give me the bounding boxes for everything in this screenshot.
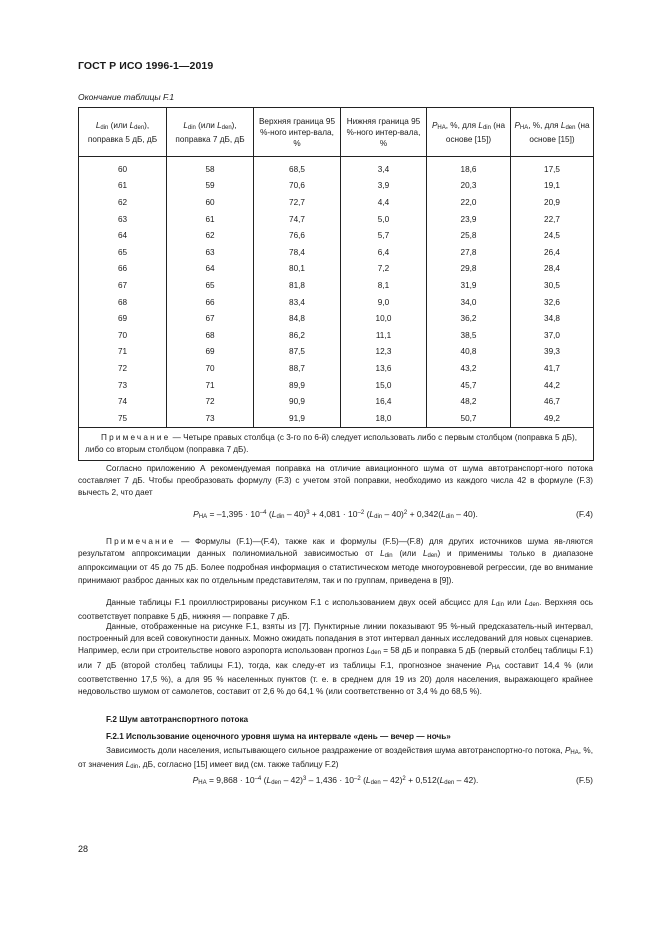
table-cell: 44,2 — [511, 377, 594, 394]
table-cell: 22,0 — [427, 194, 511, 211]
table-cell: 71 — [79, 344, 167, 361]
table-row — [79, 244, 594, 261]
table-row — [79, 227, 594, 244]
table-cell: 46,7 — [511, 393, 594, 410]
table-cell: 43,2 — [427, 360, 511, 377]
table-cell: 58 — [167, 157, 254, 178]
table-cell: 45,7 — [427, 377, 511, 394]
table-cell: 24,5 — [511, 227, 594, 244]
table-cell: 18,6 — [427, 157, 511, 178]
table-cell: 36,2 — [427, 310, 511, 327]
table-cell: 60 — [167, 194, 254, 211]
table-cell: 70 — [167, 360, 254, 377]
formula-f5-number: (F.5) — [576, 775, 593, 785]
table-cell: 89,9 — [254, 377, 341, 394]
formula-f5-expression: $P_{HA} = 9,868 \cdot 10^{-4}$ $(L_{den} - 42)^3 - 1,436 \cdot 10^{-2}$ $(L_{den} - 42)^2 + 0,512(L_{den} - 42)$. — [192, 775, 479, 786]
table-cell: 9,0 — [341, 294, 427, 311]
table-cell: 73 — [79, 377, 167, 394]
table-row — [79, 327, 594, 344]
table-row — [79, 157, 594, 178]
table-cell: 15,0 — [341, 377, 427, 394]
table-cell: 13,6 — [341, 360, 427, 377]
table-cell: 63 — [167, 244, 254, 261]
table-cell: 48,2 — [427, 393, 511, 410]
table-cell: 25,8 — [427, 227, 511, 244]
table-cell: 8,1 — [341, 277, 427, 294]
paragraph-3: Данные таблицы F.1 проиллюстрированы рисунком F.1 с использованием двух осей абсцисс для $L_{din}$ или $L_{den}$. Верхняя ось соответствует поправке 5 дБ, нижняя — поправке 7 дБ. — [78, 598, 593, 622]
table-cell: 23,9 — [427, 211, 511, 228]
table-cell: 40,8 — [427, 344, 511, 361]
table-cell: 26,4 — [511, 244, 594, 261]
col-header-pha-lden: $P_{HA}$, %, для $L_{den}$ (на основе [15]) — [511, 108, 594, 157]
table-cell: 83,4 — [254, 294, 341, 311]
table-cell: 5,0 — [341, 211, 427, 228]
table-cell: 17,5 — [511, 157, 594, 178]
page-header: ГОСТ Р ИСО 1996-1—2019 — [78, 60, 214, 72]
table-cell: 3,4 — [341, 157, 427, 178]
table-row — [79, 360, 594, 377]
table-body — [79, 157, 594, 428]
table-row — [79, 277, 594, 294]
table-cell: 50,7 — [427, 410, 511, 427]
table-row — [79, 194, 594, 211]
table-row — [79, 211, 594, 228]
table-row — [79, 294, 594, 311]
table-cell: 27,8 — [427, 244, 511, 261]
table-cell: 30,5 — [511, 277, 594, 294]
table-cell: 61 — [79, 178, 167, 195]
table-cell: 68 — [79, 294, 167, 311]
table-cell: 37,0 — [511, 327, 594, 344]
paragraph-1: Согласно приложению А рекомендуемая поправка на отличие авиационного шума от шума автотранспорт-ного потока составляет 7 дБ. Чтобы преобразовать формулу (F.3) с учетом этой поправки, необходимо из каждого числа 42 в формуле (F.3) вычесть 2, что дает — [78, 464, 593, 498]
table-cell: 66 — [79, 261, 167, 278]
table-cell: 76,6 — [254, 227, 341, 244]
table-cell: 68 — [167, 327, 254, 344]
table-cell: 20,9 — [511, 194, 594, 211]
table-cell: 64 — [79, 227, 167, 244]
table-row — [79, 377, 594, 394]
note-2: Примечание — Формулы (F.1)—(F.4), также как и формулы (F.5)—(F.8) для других источников шума яв-ляются результатом аппроксимации данных полиномиальной зависимостью от $L_{din}$ (или $L_{den}$) и применимы только в диапазоне аппроксимации от 45 до 75 дБ. Более подробная информация о статистическом методе многоуровневой регрессии, где во внимание принимают разброс данных как по отдельным представителям, так и по группам, приведена в [9]). — [78, 537, 593, 585]
table-cell: 75 — [79, 410, 167, 427]
table-cell: 20,3 — [427, 178, 511, 195]
table-cell: 32,6 — [511, 294, 594, 311]
table-note-row — [79, 427, 594, 460]
table-cell: 69 — [167, 344, 254, 361]
col-header-ldin-7db: $L_{din}$ (или $L_{den}$), поправка 7 дБ, дБ — [167, 108, 254, 157]
table-row — [79, 261, 594, 278]
table-cell: 65 — [79, 244, 167, 261]
table-cell: 64 — [167, 261, 254, 278]
table-note — [79, 427, 594, 460]
table-cell: 67 — [167, 310, 254, 327]
paragraph-5: Зависимость доли населения, испытывающего сильное раздражение от воздействия шума автотранспортно-го потока, $P_{HA}$, %, от значения $L_{din}$, дБ, согласно [15] имеет вид (см. также таблицу F.2) — [78, 746, 593, 771]
table-cell: 34,0 — [427, 294, 511, 311]
col-header-ldin-5db: $L_{din}$ (или $L_{den}$), поправка 5 дБ, дБ — [79, 108, 167, 157]
table-row — [79, 310, 594, 327]
table-cell: 59 — [167, 178, 254, 195]
section-f21-heading: F.2.1 Использование оценочного уровня шума на интервале «день — вечер — ночь» — [106, 732, 451, 741]
table-cell: 49,2 — [511, 410, 594, 427]
table-cell: 3,9 — [341, 178, 427, 195]
table-cell: 60 — [79, 157, 167, 178]
table-cell: 7,2 — [341, 261, 427, 278]
table-row — [79, 178, 594, 195]
table-cell: 86,2 — [254, 327, 341, 344]
table-cell: 91,9 — [254, 410, 341, 427]
table-cell: 81,8 — [254, 277, 341, 294]
table-cell: 66 — [167, 294, 254, 311]
section-f2-heading: F.2 Шум автотранспортного потока — [106, 715, 249, 724]
table-cell: 87,5 — [254, 344, 341, 361]
table-cell: 90,9 — [254, 393, 341, 410]
table-cell: 10,0 — [341, 310, 427, 327]
table-cell: 84,8 — [254, 310, 341, 327]
table-cell: 4,4 — [341, 194, 427, 211]
table-cell: 22,7 — [511, 211, 594, 228]
table-cell: 74,7 — [254, 211, 341, 228]
table-cell: 39,3 — [511, 344, 594, 361]
table-cell: 74 — [79, 393, 167, 410]
table-cell: 6,4 — [341, 244, 427, 261]
col-header-upper-bound: Верхняя граница 95 %-ного интер-вала, % — [254, 108, 341, 157]
table-cell: 62 — [79, 194, 167, 211]
table-cell: 11,1 — [341, 327, 427, 344]
paragraph-4: Данные, отображенные на рисунке F.1, взяты из [7]. Пунктирные линии показывают 95 %-ный предсказатель-ный интервал, построенный для всей совокупности данных. Можно ожидать попадания в этот интервал данных исследований для новых сценариев. Например, если при строительстве нового аэропорта использован прогноз $L_{den} = 58$ дБ и поправка 5 дБ (первый столбец таблицы F.1) или 7 дБ (второй столбец таблицы F.1), тогда, как следу-ет из таблицы F.1, прогнозное значение $P_{HA}$ составит 14,4 % (или соответственно 17,5 %), а для 95 % населенных пунктов (т. е. в среднем для 19 из 20) доля населения, выражающего крайнее недовольство шумом от самолетов, составит от 2,6 % до 64,1 % (или соответственно от 3,4 % до 68,5 %). — [78, 622, 594, 697]
table-cell: 65 — [167, 277, 254, 294]
table-cell: 73 — [167, 410, 254, 427]
table-cell: 34,8 — [511, 310, 594, 327]
table-cell: 16,4 — [341, 393, 427, 410]
formula-f4-expression: $P_{HA} = -1,395 \cdot 10^{-4}$ $(L_{din} - 40)^3 + 4,081 \cdot 10^{-2}$ $(L_{din} - 40)^2 + 0,342(L_{din} - 40)$. — [193, 509, 478, 520]
table-cell: 70,6 — [254, 178, 341, 195]
table-cell: 41,7 — [511, 360, 594, 377]
table-cell: 12,3 — [341, 344, 427, 361]
table-cell: 31,9 — [427, 277, 511, 294]
table-cell: 28,4 — [511, 261, 594, 278]
table-cell: 63 — [79, 211, 167, 228]
table-row — [79, 344, 594, 361]
table-cell: 72,7 — [254, 194, 341, 211]
table-cell: 72 — [79, 360, 167, 377]
table-cell: 61 — [167, 211, 254, 228]
table-cell: 38,5 — [427, 327, 511, 344]
table-row — [79, 410, 594, 427]
table-cell: 67 — [79, 277, 167, 294]
table-cell: 71 — [167, 377, 254, 394]
table-cell: 62 — [167, 227, 254, 244]
formula-f5 — [78, 775, 593, 787]
table-cell: 88,7 — [254, 360, 341, 377]
table-row — [79, 393, 594, 410]
col-header-pha-ldin: $P_{HA}$, %, для $L_{din}$ (на основе [15]) — [427, 108, 511, 157]
table-cell: 70 — [79, 327, 167, 344]
col-header-lower-bound: Нижняя граница 95 %-ного интер-вала, % — [341, 108, 427, 157]
table-cell: 68,5 — [254, 157, 341, 178]
formula-f4 — [78, 509, 593, 521]
table-cell: 29,8 — [427, 261, 511, 278]
data-table — [78, 107, 594, 461]
table-cell: 69 — [79, 310, 167, 327]
table-cell: 72 — [167, 393, 254, 410]
table-note-text: — Четыре правых столбца (с 3-го по 6-й) следует использовать либо с первым столбцом (поправка 5 дБ), либо со вторым столбцом (поправка 7 дБ). — [85, 432, 577, 454]
table-cell: 19,1 — [511, 178, 594, 195]
page-number: 28 — [78, 844, 89, 854]
table-cell: 78,4 — [254, 244, 341, 261]
table-cell: 5,7 — [341, 227, 427, 244]
table-note-label: Примечание — [101, 432, 171, 442]
table-cell: 80,1 — [254, 261, 341, 278]
table-caption: Окончание таблицы F.1 — [78, 92, 175, 102]
table-header-row — [79, 108, 594, 157]
table-cell: 18,0 — [341, 410, 427, 427]
formula-f4-number: (F.4) — [576, 509, 593, 519]
